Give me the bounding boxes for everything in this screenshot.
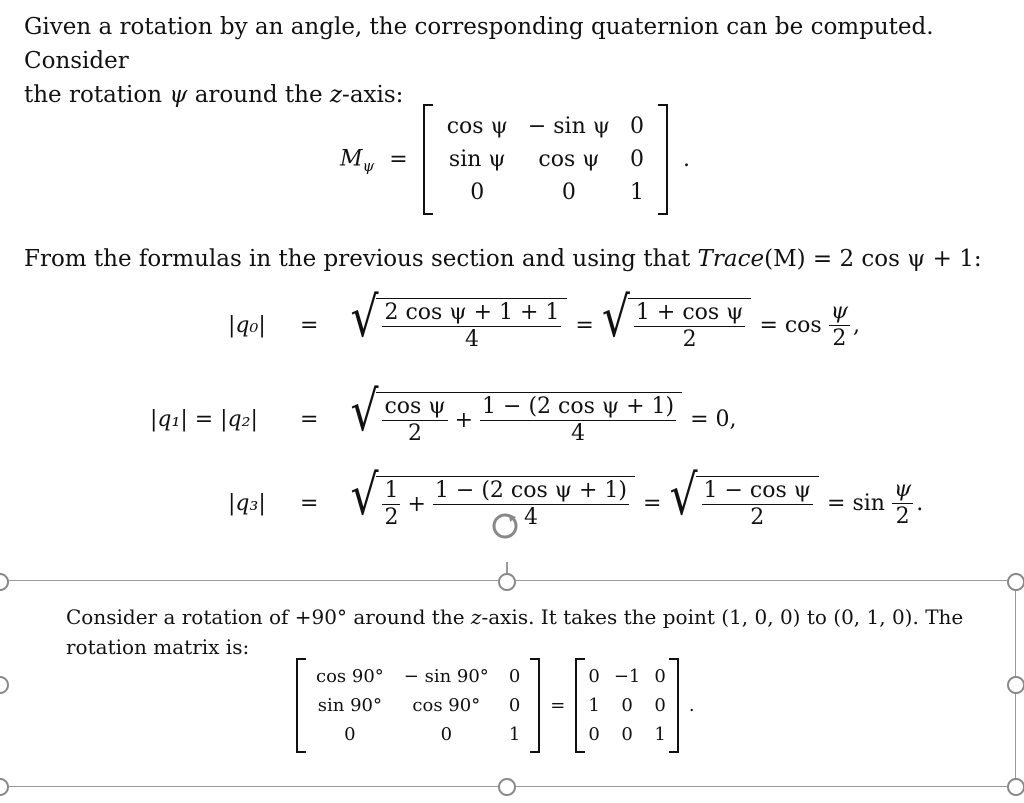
intro-text: -axis: [342, 82, 404, 108]
matrix-cell: 0 [344, 724, 356, 745]
period: . [683, 146, 691, 172]
matrix-cell: cos 90° [412, 695, 481, 716]
equals-zero: = 0, [690, 406, 737, 432]
equals-sign: = [389, 146, 408, 172]
matrix-cell: 0 [654, 666, 666, 687]
intro-paragraph [24, 10, 1004, 112]
intro-text: the rotation [24, 82, 170, 108]
trace-symbol: Trace [697, 246, 765, 272]
matrix-cell: − sin 90° [403, 666, 489, 687]
example-line-2: rotation matrix is: [66, 635, 250, 659]
matrix-cell: 0 [440, 724, 453, 745]
matrix-cell: −1 [613, 666, 641, 687]
matrix-cell: 0 [588, 666, 600, 687]
psi-symbol: ψ [169, 82, 188, 108]
matrix-cell: cos ψ [446, 114, 508, 139]
fraction-denominator: 2 [895, 503, 910, 529]
fraction-denominator: 2 [832, 325, 847, 351]
fraction-denominator: 2 [750, 505, 765, 531]
formulas-text: From the formulas in the previous section and using that [24, 246, 698, 272]
equals-sign: = [575, 312, 594, 338]
sqrt [669, 464, 819, 531]
equals-sign: = [300, 490, 319, 516]
example-paragraph [66, 602, 986, 662]
matrix-cell: 0 [621, 724, 633, 745]
radical-icon: √ [350, 380, 379, 444]
formulas-line [24, 242, 982, 276]
sqrt [350, 286, 567, 353]
equation-q0 [228, 286, 860, 353]
fraction-denominator: 2 [408, 421, 423, 447]
cos-term: = cos [759, 312, 822, 338]
matrix-cell: sin ψ [448, 147, 506, 172]
matrix-cell: 0 [621, 695, 633, 716]
fraction-numerator: 1 − (2 cos ψ + 1) [433, 479, 629, 505]
fraction-denominator: 4 [464, 327, 479, 353]
matrix-cell: − sin ψ [527, 114, 611, 139]
fraction-numerator: ψ [829, 300, 850, 326]
example-text: Consider a rotation of +90° around the [66, 605, 471, 629]
resize-handle-bottom-right[interactable] [1007, 778, 1024, 796]
fraction-numerator: 2 cos ψ + 1 + 1 [382, 301, 561, 327]
example-line-1 [66, 602, 986, 632]
fraction-denominator: 4 [523, 505, 538, 531]
matrix-cell: 0 [588, 724, 600, 745]
intro-text: around the [187, 82, 330, 108]
equals-sign: = [300, 406, 319, 432]
matrix-cell: 0 [470, 180, 485, 205]
fraction-numerator: 1 − (2 cos ψ + 1) [480, 395, 676, 421]
matrix-cell: 1 [630, 180, 645, 205]
matrix-cell: 0 [508, 666, 521, 687]
fraction-numerator: 1 + cos ψ [634, 301, 746, 327]
example-right-matrix [575, 658, 678, 753]
example-text: -axis. It takes the point (1, 0, 0) to (0, 1, 0). The [481, 605, 964, 629]
comma: , [853, 312, 860, 338]
equals-sign: = [550, 695, 566, 716]
plus-sign: + [454, 408, 474, 434]
resize-handle-right[interactable] [1007, 676, 1024, 694]
formulas-text: (M) = 2 cos ψ + 1: [764, 246, 982, 272]
resize-handle-bottom[interactable] [498, 778, 516, 796]
matrix-cell: cos ψ [538, 147, 600, 172]
radical-icon: √ [601, 286, 630, 350]
period: . [688, 695, 695, 716]
z-symbol: z [329, 82, 343, 108]
matrix-cell: 1 [654, 724, 666, 745]
matrix-subscript: ψ [362, 156, 375, 175]
fraction-numerator: ψ [892, 478, 913, 504]
rotate-handle-icon[interactable] [487, 508, 523, 544]
z-symbol: z [470, 605, 482, 629]
matrix-symbol: M [340, 146, 363, 172]
matrix-cell: 0 [654, 695, 666, 716]
q0-lhs: |q₀| [228, 312, 266, 338]
intro-line-1: Given a rotation by an angle, the corresponding quaternion can be computed. Consider [24, 14, 934, 74]
equation-q3 [228, 464, 924, 531]
radical-icon: √ [350, 464, 379, 528]
matrix-cell: 1 [588, 695, 600, 716]
fraction-numerator: 1 [382, 479, 400, 505]
sin-term: = sin [827, 490, 885, 516]
resize-handle-top-right[interactable] [1007, 573, 1024, 591]
matrix-cell: 0 [561, 180, 576, 205]
sqrt [601, 286, 752, 353]
matrix-cell: sin 90° [317, 695, 382, 716]
fraction-denominator: 2 [384, 505, 399, 531]
equals-sign: = [300, 312, 319, 338]
sqrt [350, 380, 682, 447]
matrix-definition [340, 104, 690, 215]
equation-q1-q2 [150, 380, 737, 447]
plus-sign: + [407, 492, 426, 518]
q12-lhs: |q₁| = |q₂| [150, 406, 258, 432]
example-left-matrix [296, 658, 540, 753]
q3-lhs: |q₃| [228, 490, 266, 516]
period: . [916, 490, 924, 516]
example-matrix-equation [296, 658, 695, 753]
matrix-cell: 0 [630, 147, 645, 172]
radical-icon: √ [669, 464, 698, 528]
fraction-denominator: 4 [571, 421, 586, 447]
matrix-cell: 1 [508, 724, 521, 745]
fraction-denominator: 2 [682, 327, 697, 353]
matrix-cell: 0 [508, 695, 521, 716]
fraction-numerator: cos ψ [382, 395, 447, 421]
fraction-numerator: 1 − cos ψ [702, 479, 814, 505]
resize-handle-top[interactable] [498, 573, 516, 591]
matrix-cell: 0 [630, 114, 645, 139]
equals-sign: = [643, 490, 662, 516]
radical-icon: √ [350, 286, 379, 350]
matrix-cell: cos 90° [316, 666, 384, 687]
rotation-matrix [423, 104, 668, 215]
